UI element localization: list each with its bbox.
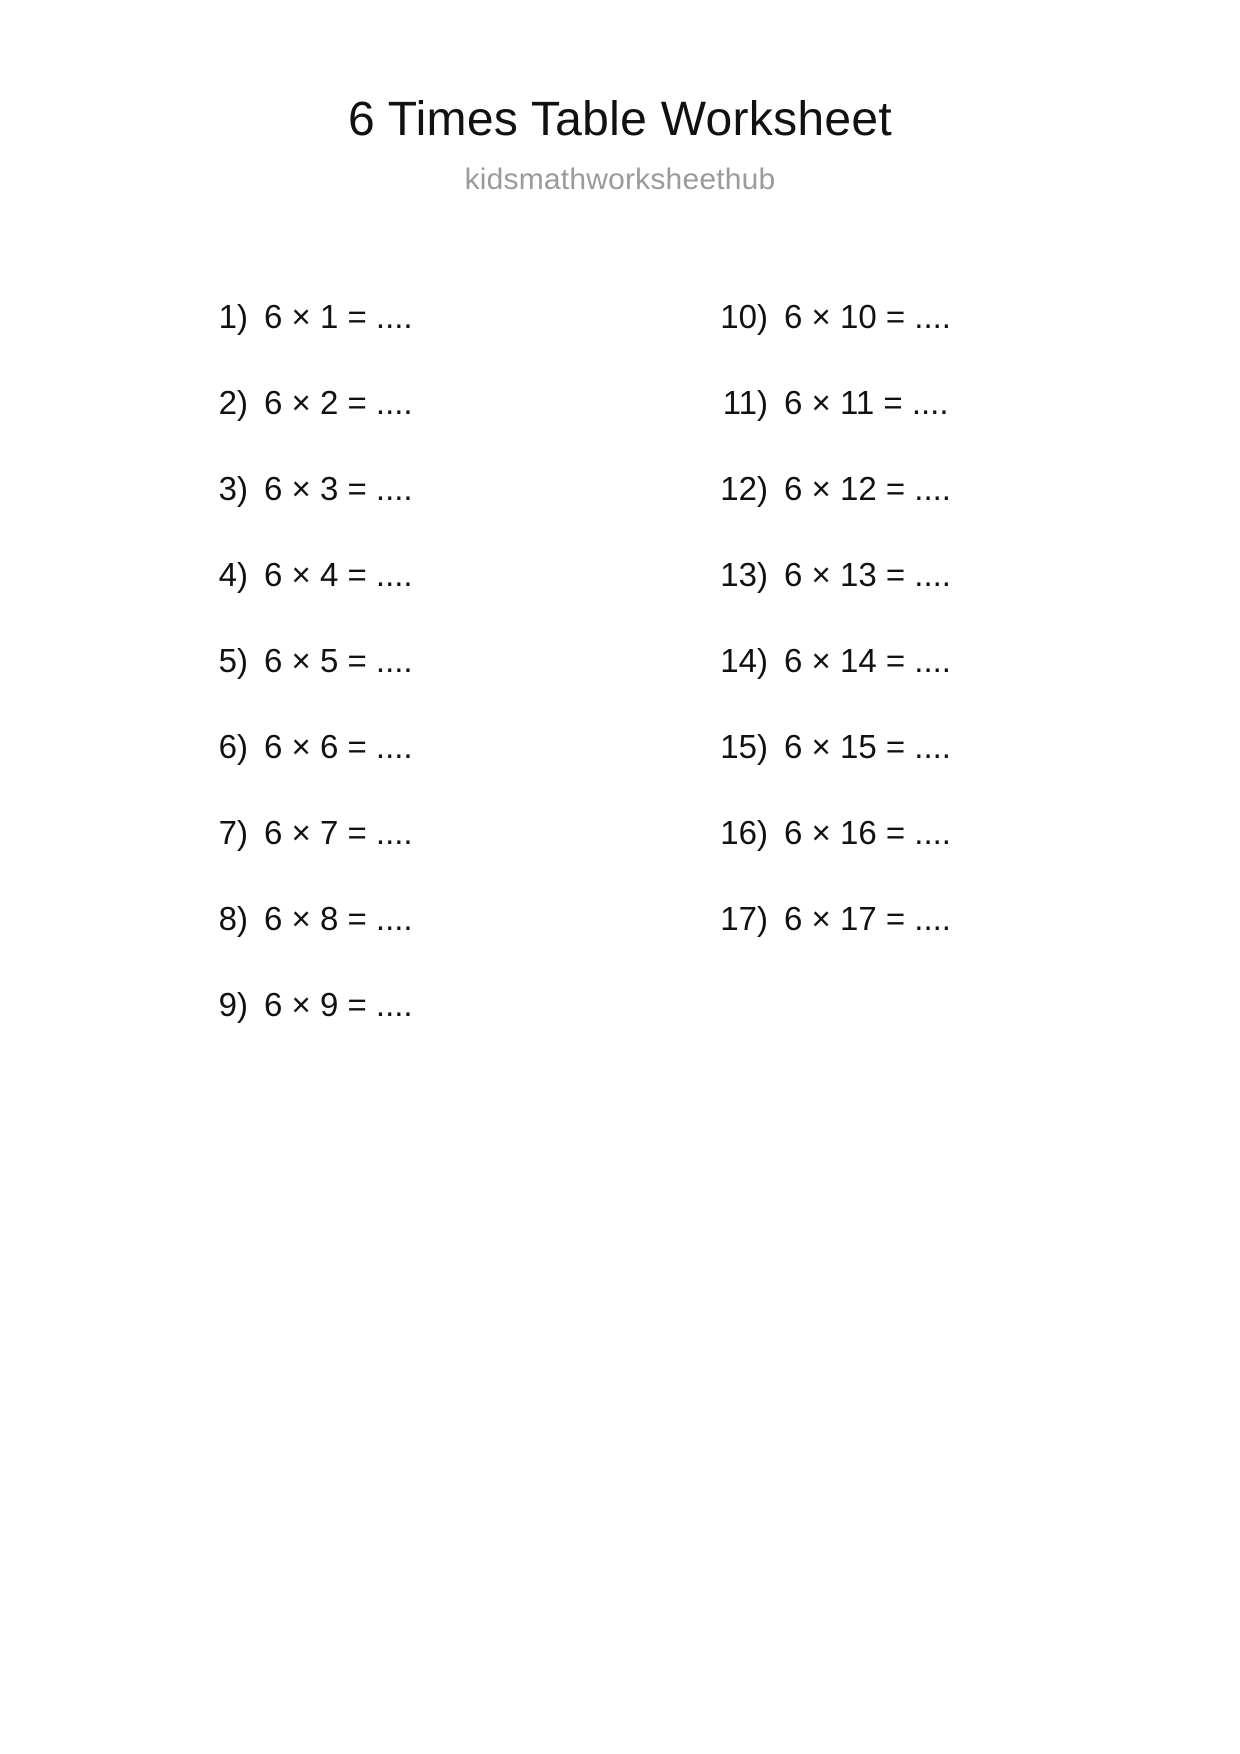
problem-expression: 6 × 4 = .... [264,556,413,593]
problem-number: 17) [720,900,768,937]
problem-expression: 6 × 5 = .... [264,642,413,679]
problem-item [696,386,1116,472]
problem-number: 14) [720,642,768,679]
page-title: 6 Times Table Worksheet [347,93,893,146]
problem-number: 8) [218,900,248,937]
problem-item [196,816,616,902]
problem-item [196,644,616,730]
problem-expression: 6 × 11 = .... [784,384,949,421]
problem-expression: 6 × 8 = .... [264,900,413,937]
problem-number: 10) [720,298,768,335]
problem-item [696,816,1116,902]
problem-item [696,730,1116,816]
problem-expression: 6 × 14 = .... [784,642,951,679]
problem-item [196,730,616,816]
problem-item [696,558,1116,644]
problem-item [196,902,616,988]
problem-expression: 6 × 10 = .... [784,298,951,335]
problem-expression: 6 × 2 = .... [264,384,413,421]
problem-expression: 6 × 7 = .... [264,814,413,851]
page-subtitle: kidsmathworksheethub [464,163,776,196]
problem-item [196,300,616,386]
problem-expression: 6 × 3 = .... [264,470,413,507]
problem-expression: 6 × 6 = .... [264,728,413,765]
problem-item [196,386,616,472]
problem-number: 9) [218,986,248,1023]
problem-item [696,902,1116,988]
problem-number: 15) [720,728,768,765]
problem-columns [0,300,1240,1074]
problem-number: 16) [720,814,768,851]
problem-number: 4) [218,556,248,593]
problem-number: 2) [218,384,248,421]
problem-item [696,472,1116,558]
problem-number: 3) [218,470,248,507]
problem-number: 12) [720,470,768,507]
problem-expression: 6 × 16 = .... [784,814,951,851]
problem-number: 13) [720,556,768,593]
problem-expression: 6 × 17 = .... [784,900,951,937]
problem-expression: 6 × 15 = .... [784,728,951,765]
problem-number: 1) [218,298,248,335]
right-column [696,300,1116,988]
problem-expression: 6 × 1 = .... [264,298,413,335]
problem-item [196,558,616,644]
problem-item [696,300,1116,386]
problem-number: 11) [722,384,768,421]
problem-number: 7) [218,814,248,851]
problem-expression: 6 × 9 = .... [264,986,413,1023]
left-column [196,300,616,1074]
problem-number: 5) [218,642,248,679]
problem-number: 6) [218,728,248,765]
problem-item [696,644,1116,730]
problem-expression: 6 × 12 = .... [784,470,951,507]
problem-item [196,472,616,558]
problem-expression: 6 × 13 = .... [784,556,951,593]
problem-item [196,988,616,1074]
